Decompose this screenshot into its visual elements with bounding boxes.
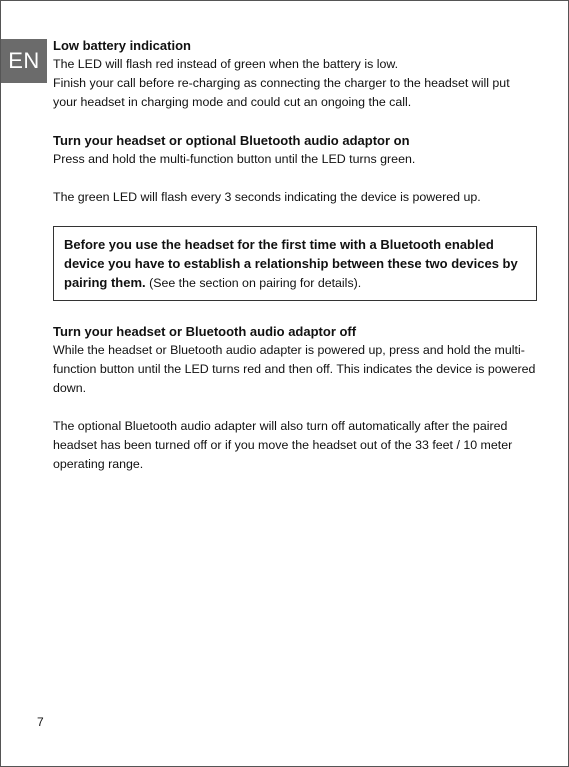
turn-on-body: Press and hold the multi-function button until the LED turns green. bbox=[53, 152, 416, 166]
low-battery-line-1: The LED will flash red instead of green when the battery is low. bbox=[53, 57, 399, 71]
turn-off-section bbox=[53, 322, 537, 474]
low-battery-heading: Low battery indication bbox=[53, 38, 191, 53]
pairing-callout-normal-text: (See the section on pairing for details). bbox=[145, 276, 362, 290]
page-number: 7 bbox=[37, 715, 44, 729]
low-battery-line-2: Finish your call before re-charging as connecting the charger to the headset will put your headset in charging mode and could cut an ongoing the call. bbox=[53, 76, 510, 109]
pairing-callout-bold-text: Before you use the headset for the first time with a Bluetooth enabled device you have to establish a relationship between these two devices by pairing them. bbox=[64, 237, 518, 290]
language-tab: EN bbox=[1, 39, 47, 83]
turn-off-heading: Turn your headset or Bluetooth audio adaptor off bbox=[53, 324, 357, 339]
low-battery-section bbox=[53, 36, 537, 112]
turn-off-body: While the headset or Bluetooth audio adapter is powered up, press and hold the multi-function button until the LED turns red and then off. This indicates the device is powered down. bbox=[53, 343, 536, 395]
turn-on-note: The green LED will flash every 3 seconds indicating the device is powered up. bbox=[53, 190, 481, 204]
pairing-callout-box bbox=[53, 226, 537, 301]
turn-on-section bbox=[53, 131, 537, 207]
spacer bbox=[53, 169, 537, 188]
page-content bbox=[53, 36, 537, 493]
turn-off-note: The optional Bluetooth audio adapter will also turn off automatically after the paired headset has been turned off or if you move the headset out of the 33 feet / 10 meter operating range. bbox=[53, 419, 513, 471]
spacer bbox=[53, 398, 537, 417]
turn-on-heading: Turn your headset or optional Bluetooth audio adaptor on bbox=[53, 133, 410, 148]
